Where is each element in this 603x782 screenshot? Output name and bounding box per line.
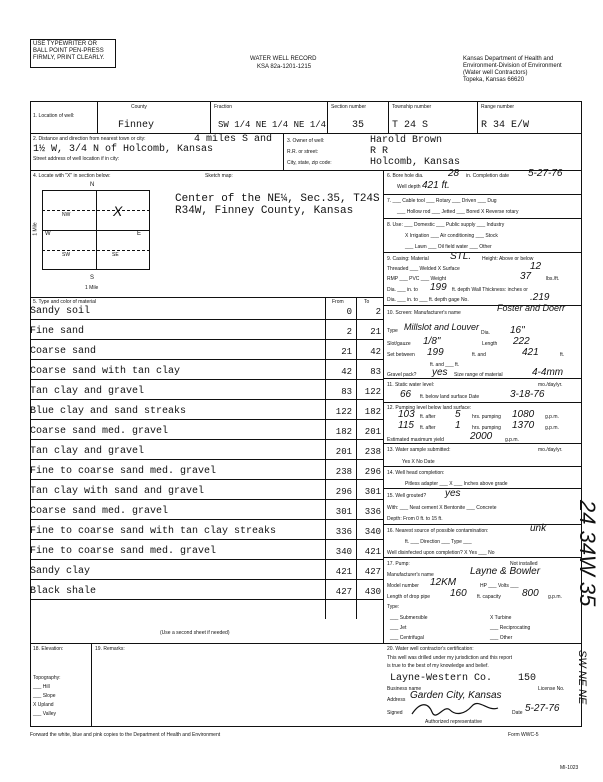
table-row-from: 122 xyxy=(335,407,352,417)
license-number: 150 xyxy=(518,673,537,684)
use-line-2: X Irrigation ___ Air conditioning ___ Stock xyxy=(405,233,498,239)
yield-value: 2000 xyxy=(470,431,493,442)
agency-line-4: Topeka, Kansas 66620 xyxy=(463,77,525,83)
pump-jet: ___ Jet xyxy=(390,625,407,631)
pump-submersible: ___ Submersible xyxy=(390,615,428,621)
sketch-line-2: R34W, Finney County, Kansas xyxy=(175,205,354,217)
table-row-to: 301 xyxy=(364,487,381,497)
table-row-material: Fine sand xyxy=(30,326,85,337)
table-row-to: 430 xyxy=(364,587,381,597)
elevation-label: 18. Elevation: xyxy=(33,646,64,652)
set-ft-and: ft. and xyxy=(472,352,486,358)
drill-method-1: 7. ___ Cable tool ___ Rotary ___ Driven ___ Dug xyxy=(387,198,497,204)
casing-weight-unit: lbs./ft. xyxy=(546,276,560,282)
pump-not-installed: Not installed xyxy=(510,561,538,567)
owner-name: Harold Brown xyxy=(370,135,443,146)
pump-drop-label: Length of drop pipe xyxy=(387,594,431,600)
table-row-divider xyxy=(30,359,383,360)
set-from: 199 xyxy=(427,347,444,358)
table-row-from: 21 xyxy=(341,347,352,357)
rep-label: Authorized representative xyxy=(425,719,482,725)
use-line-1: 8. Use: ___ Domestic ___ Public supply ___ Industry xyxy=(387,222,505,228)
table-row-material: Coarse sand med. gravel xyxy=(30,426,169,437)
casing-depth-note: ft. depth Wall Thickness: inches or xyxy=(452,287,528,293)
section-label: Section number xyxy=(331,104,367,110)
street-label: Street address of well location if in city: xyxy=(33,156,120,162)
table-row-from: 427 xyxy=(335,587,352,597)
address-label: Address xyxy=(387,697,406,703)
rr-value: R R xyxy=(370,146,389,157)
table-row-to: 340 xyxy=(364,527,381,537)
table-row-divider xyxy=(30,479,383,480)
casing-label: 9. Casing: Material xyxy=(387,256,429,262)
casing-threaded: Threaded ___ Welded X Surface xyxy=(387,266,460,272)
size-value: 4-4mm xyxy=(532,367,564,378)
fraction-value: SW 1/4 NE 1/4 NE 1/4 xyxy=(218,120,327,130)
township-value: T 24 S xyxy=(392,120,429,131)
cert-text-1: This well was drilled under my jurisdiction and this report xyxy=(387,655,513,661)
map-sw: SW xyxy=(62,252,71,258)
depth-label: Well depth xyxy=(397,184,421,190)
owner-label: 3. Owner of well: xyxy=(287,138,325,144)
pump-mfr-label: Manufacturer's name xyxy=(387,572,434,578)
yield-label: Estimated maximum yield xyxy=(387,437,444,443)
table-row-to: 336 xyxy=(364,507,381,517)
range-label: Range number xyxy=(481,104,515,110)
city-label: City, state, zip code: xyxy=(287,160,332,166)
form-title: WATER WELL RECORD xyxy=(250,56,317,62)
table-row-material: Fine to coarse sand med. gravel xyxy=(30,546,217,557)
contam-value: unk xyxy=(530,523,547,534)
contam-line-2: ft. ___ Direction ___ Type ___ xyxy=(405,539,472,545)
section-value: 35 xyxy=(352,120,365,131)
table-row-from: 182 xyxy=(335,427,352,437)
table-row-divider xyxy=(30,439,383,440)
table-row-material: Coarse sand with tan clay xyxy=(30,366,181,377)
margin-note-2: SW NE NE xyxy=(576,650,588,705)
topography-label: Topography: xyxy=(33,675,61,681)
table-row-to: 201 xyxy=(364,427,381,437)
grout-with: With: ___ Neat cement X Bentonite ___ Concrete xyxy=(387,505,497,511)
pump-turbine: X Turbine xyxy=(490,615,512,621)
map-n: N xyxy=(90,182,95,188)
table-row-to: 83 xyxy=(370,367,381,377)
set-ft: ft. xyxy=(560,352,565,358)
cert-text-2: is true to the best of my knowledge and belief. xyxy=(387,663,489,669)
agency-line-3: (Water well Contractors) xyxy=(463,70,528,76)
table-row-to: 421 xyxy=(364,547,381,557)
map-nw: NW xyxy=(62,212,71,218)
date-label: Date xyxy=(512,710,523,716)
from-header: From xyxy=(332,299,344,305)
static-date: 3-18-76 xyxy=(510,389,545,400)
pump-drop-unit: ft. capacity xyxy=(477,594,501,600)
table-row-material: Fine to coarse sand med. gravel xyxy=(30,466,217,477)
static-value: 66 xyxy=(400,389,412,400)
level-2-hrs-label: hrs. pumping xyxy=(472,425,501,431)
table-row-to: 21 xyxy=(370,327,381,337)
bore-label: 6. Bore hole dia. xyxy=(387,173,424,179)
to-header: To xyxy=(364,299,370,305)
static-unit: mo./day/yr. xyxy=(538,382,563,388)
map-mile-side: 1 Mile xyxy=(32,222,39,236)
casing-material: STL. xyxy=(450,251,472,262)
completion-date: 5-27-76 xyxy=(528,168,563,179)
table-row-divider xyxy=(30,459,383,460)
sample-yes-no: Yes X No Date xyxy=(402,459,435,465)
table-row-to: 42 xyxy=(370,347,381,357)
topo-valley: ___ Valley xyxy=(33,711,56,717)
county-value: Finney xyxy=(118,120,155,131)
sample-unit: mo./day/yr. xyxy=(538,447,563,453)
level-2-after: ft. after xyxy=(420,425,436,431)
use-line-3: ___ Lawn ___ Oil field water ___ Other xyxy=(405,244,492,250)
casing-height-label: Height: Above or below xyxy=(482,256,534,262)
level-1-gpm-label: g.p.m. xyxy=(545,414,559,420)
length-value: 222 xyxy=(513,336,530,347)
table-row-divider xyxy=(30,339,383,340)
level-1-hrs-label: hrs. pumping xyxy=(472,414,501,420)
materials-label: 5. Type and color of material xyxy=(33,299,96,305)
grout-depth: Depth: From 0 ft. to 15 ft. xyxy=(387,516,443,522)
business-name: Layne-Western Co. xyxy=(390,673,493,684)
screen-label: 10. Screen: Manufacturer's name xyxy=(387,310,461,316)
well-location-x: X xyxy=(113,203,123,219)
instruction-box xyxy=(30,39,116,68)
table-row-from: 238 xyxy=(335,467,352,477)
map-se: SE xyxy=(112,252,119,258)
static-label: 11. Static water level: xyxy=(387,382,435,388)
screen-dia: 16" xyxy=(510,325,525,336)
agency-line-2: Environment-Division of Environment xyxy=(463,63,562,69)
contractor-signature xyxy=(410,700,500,718)
table-row-divider xyxy=(30,379,383,380)
distance-label: 2. Distance and direction from nearest town or city: xyxy=(33,136,146,142)
pump-label: 17. Pump: xyxy=(387,561,410,567)
table-row-material: Blue clay and sand streaks xyxy=(30,406,187,417)
pump-hp: HP ___ Volts ___ xyxy=(480,583,519,589)
section-map-label: 4. Locate with "X" in section below: xyxy=(33,173,111,179)
topo-slope: ___ Slope xyxy=(33,693,56,699)
table-footnote: (Use a second sheet if needed) xyxy=(160,630,230,636)
map-s: S xyxy=(90,275,95,281)
table-row-material: Fine to coarse sand with tan clay streaks xyxy=(30,526,277,537)
table-row-material: Sandy soil xyxy=(30,306,91,317)
sketch-map-label: Sketch map: xyxy=(205,173,233,179)
license-label: License No. xyxy=(538,686,565,692)
level-1-hrs: 5 xyxy=(455,409,461,420)
screen-type-label: Type xyxy=(387,328,398,334)
casing-dia-line-2: Dia. ___ in. to ___ ft. depth gage No. xyxy=(387,297,469,303)
bore-in-label: in. Completion date xyxy=(466,173,510,179)
table-row-from: 340 xyxy=(335,547,352,557)
footer-form: Form WWC-5 xyxy=(508,732,539,738)
pump-capacity: 800 xyxy=(522,588,539,599)
table-row-to: 122 xyxy=(364,387,381,397)
signed-label: Signed xyxy=(387,710,403,716)
level-2-hrs: 1 xyxy=(455,420,461,431)
instruction-note: USE TYPEWRITER OR BALL POINT PEN-PRESS FIRMLY, PRINT CLEARLY. xyxy=(33,41,105,61)
address-value: Garden City, Kansas xyxy=(410,690,502,701)
gravel-label: Gravel pack? xyxy=(387,372,417,378)
table-row-to: 296 xyxy=(364,467,381,477)
bore-dia: 28 xyxy=(448,168,460,179)
casing-weight: 37 xyxy=(520,271,532,282)
screen-type: Millslot and Louver xyxy=(404,322,480,332)
pump-other: ___ Other xyxy=(490,635,513,641)
range-value: R 34 E/W xyxy=(481,120,530,131)
form-subtitle: KSA 82a-1201-1215 xyxy=(257,64,312,70)
pump-mfr: Layne & Bowler xyxy=(470,566,541,577)
table-row-from: 301 xyxy=(335,507,352,517)
pump-capacity-unit: g.p.m. xyxy=(548,594,562,600)
well-depth: 421 ft. xyxy=(422,180,450,191)
casing-rmp: RMP ___ PVC ___ Weight xyxy=(387,276,447,282)
city-value: Holcomb, Kansas xyxy=(370,157,461,168)
remarks-label: 19. Remarks: xyxy=(95,646,125,652)
table-row-from: 336 xyxy=(335,527,352,537)
level-1-after: ft. after xyxy=(420,414,436,420)
set-to: 421 xyxy=(522,347,539,358)
map-e: E xyxy=(137,231,142,237)
level-1-gpm: 1080 xyxy=(512,409,535,420)
set-label: Set between xyxy=(387,352,415,358)
level-2-gpm: 1370 xyxy=(512,420,535,431)
table-row-to: 238 xyxy=(364,447,381,457)
table-row-to: 427 xyxy=(364,567,381,577)
static-below: ft. below land surface Date xyxy=(420,394,480,400)
rr-label: R.R. or street: xyxy=(287,149,319,155)
table-row-material: Tan clay and gravel xyxy=(30,446,145,457)
level-2-ft: 115 xyxy=(398,420,414,431)
pump-centrif: ___ Centrifugal xyxy=(390,635,424,641)
table-row-divider xyxy=(30,559,383,560)
screen-and-line: ft. and ___ ft. xyxy=(430,362,460,368)
pump-level-label: 12. Pumping level below land surface: xyxy=(387,405,472,411)
table-row-from: 0 xyxy=(346,307,352,317)
footer-code: MI-1023 xyxy=(560,765,579,771)
head-label: 14. Well head completion: xyxy=(387,470,445,476)
township-label: Township number xyxy=(392,104,432,110)
location-label: 1. Location of well: xyxy=(33,113,75,119)
table-row-from: 421 xyxy=(335,567,352,577)
map-mile: 1 Mile xyxy=(85,285,99,291)
head-line: Pitless adapter ___ X ___ Inches above grade xyxy=(405,481,508,487)
table-row-from: 83 xyxy=(341,387,352,397)
contam-line-3: Well disinfected upon completion? X Yes ___ No xyxy=(387,550,495,556)
drill-method-2: ___ Hollow rod ___ Jetted ___ Bored X Reverse rotary xyxy=(397,209,519,215)
pump-model-label: Model number xyxy=(387,583,419,589)
map-w: W xyxy=(45,231,51,237)
table-row-from: 296 xyxy=(335,487,352,497)
county-label: County xyxy=(131,104,147,110)
sketch-line-1: Center of the NE¼, Sec.35, T24S xyxy=(175,193,380,205)
table-row-material: Sandy clay xyxy=(30,566,91,577)
distance-value-2: 1½ W, 3/4 N of Holcomb, Kansas xyxy=(33,144,214,155)
table-row-divider xyxy=(30,399,383,400)
pump-type-label: Type: xyxy=(387,604,400,610)
table-row-divider xyxy=(30,319,383,320)
table-row-divider xyxy=(30,519,383,520)
casing-dia-to: 199 xyxy=(430,282,447,293)
table-row-divider xyxy=(30,599,383,600)
sample-label: 13. Water sample submitted: xyxy=(387,447,451,453)
slot-label: Slot/gauze xyxy=(387,341,411,347)
margin-note-1: 24 34W 35 xyxy=(575,500,600,607)
table-row-material: Tan clay with sand and gravel xyxy=(30,486,205,497)
size-label: Size range of material xyxy=(454,372,503,378)
length-label: Length xyxy=(482,341,498,347)
pump-drop: 160 xyxy=(450,588,467,599)
table-row-material: Tan clay and gravel xyxy=(30,386,145,397)
table-row-to: 2 xyxy=(375,307,381,317)
fraction-label: Fraction xyxy=(214,104,233,110)
agency-line-1: Kansas Department of Health and xyxy=(463,56,554,62)
signed-date: 5-27-76 xyxy=(525,703,560,714)
business-label: Business name xyxy=(387,686,422,692)
topo-hill: ___ Hill xyxy=(33,684,50,690)
topo-upland: X Upland xyxy=(33,702,54,708)
agency-block xyxy=(463,56,601,84)
table-row-from: 2 xyxy=(346,327,352,337)
table-row-divider xyxy=(30,579,383,580)
slot-value: 1/8" xyxy=(423,336,441,347)
contam-label: 16. Nearest source of possible contamination: xyxy=(387,528,489,534)
grout-label: 15. Well grouted? xyxy=(387,493,427,499)
table-row-material: Black shale xyxy=(30,586,97,597)
footer-forward: Forward the white, blue and pink copies to the Department of Health and Environment xyxy=(30,732,221,738)
table-row-from: 42 xyxy=(341,367,352,377)
table-row-material: Coarse sand med. gravel xyxy=(30,506,169,517)
table-row-divider xyxy=(30,499,383,500)
table-row-divider xyxy=(30,539,383,540)
table-row-from: 201 xyxy=(335,447,352,457)
pump-model: 12KM xyxy=(430,577,457,588)
grout-value: yes xyxy=(445,488,461,499)
table-row-material: Coarse sand xyxy=(30,346,97,357)
gravel-value: yes xyxy=(432,367,448,378)
level-2-gpm-label: g.p.m. xyxy=(545,425,559,431)
level-1-ft: 103 xyxy=(398,409,415,420)
casing-gage: .219 xyxy=(530,292,550,303)
distance-value-1: 4 miles S and xyxy=(194,134,273,145)
screen-name: Foster and Doerr xyxy=(497,303,566,313)
table-row-divider xyxy=(30,419,383,420)
casing-surface: 12 xyxy=(530,261,542,272)
pump-recip: ___ Reciprocating xyxy=(490,625,531,631)
table-row-to: 182 xyxy=(364,407,381,417)
cert-label: 20. Water well contractor's certification: xyxy=(387,646,474,652)
yield-unit: g.p.m. xyxy=(505,437,519,443)
casing-dia-line: Dia. ___ in. to xyxy=(387,287,418,293)
screen-dia-label: Dia. xyxy=(481,330,490,336)
